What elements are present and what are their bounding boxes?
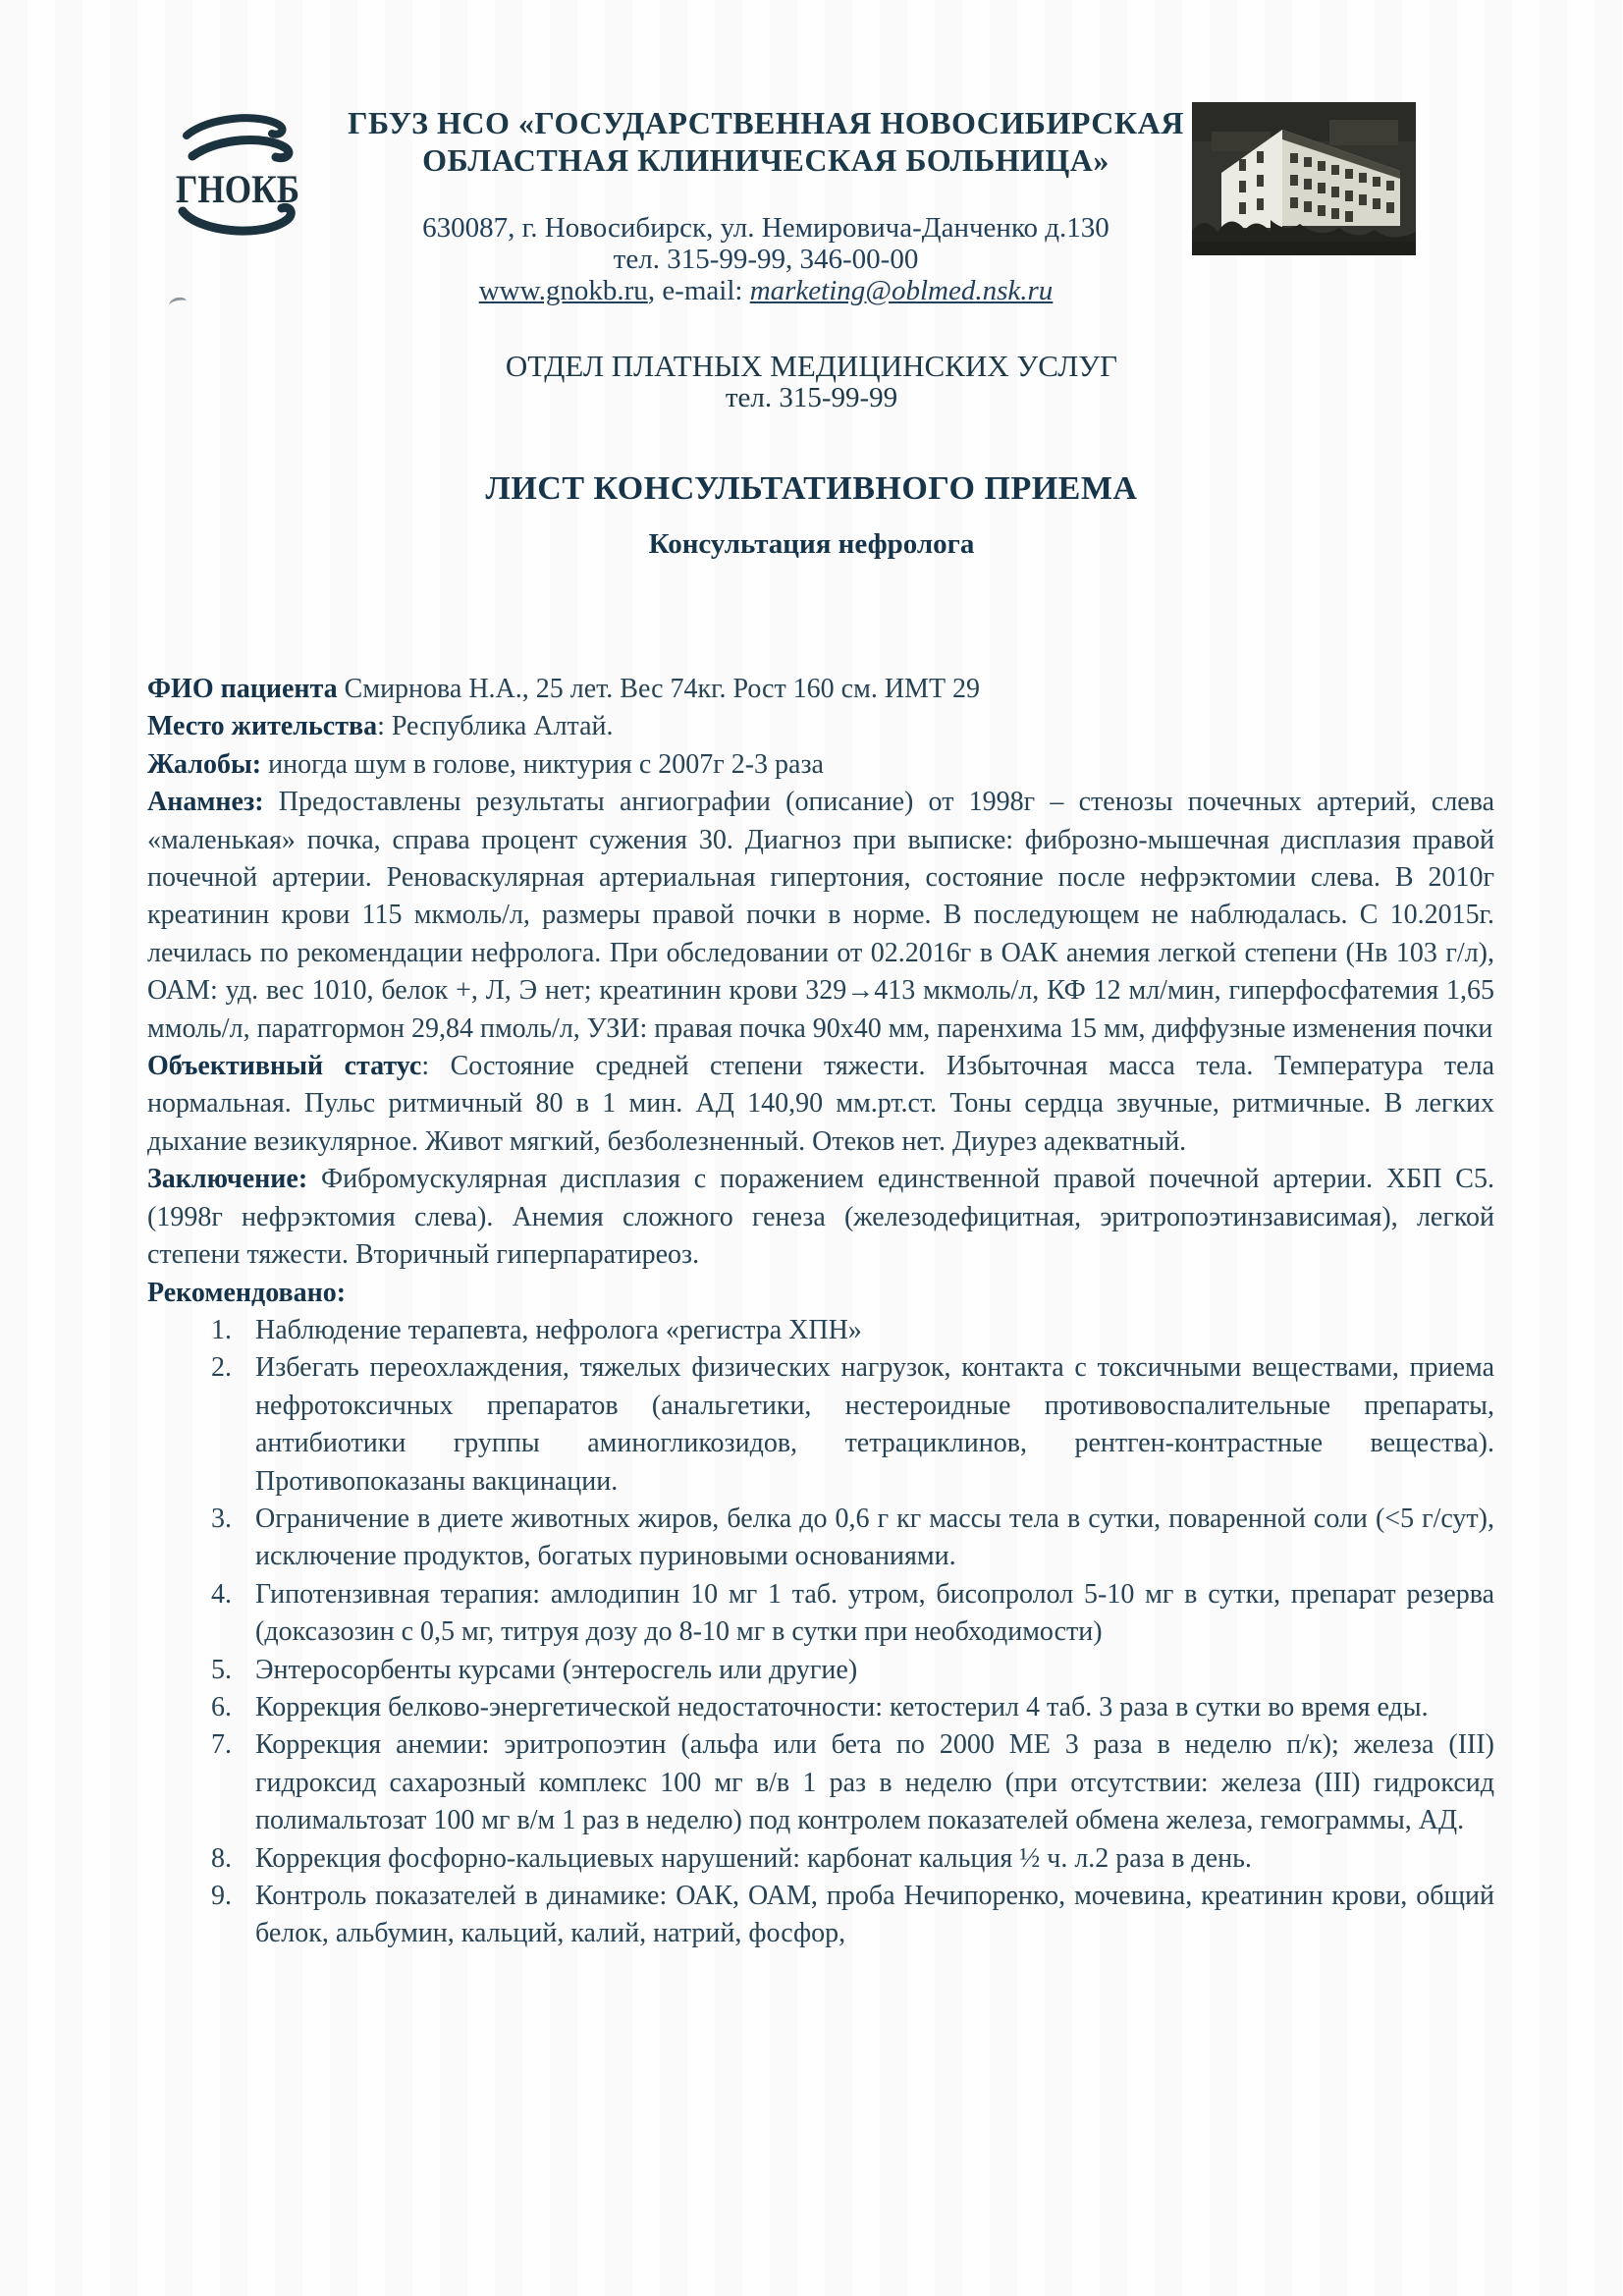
org-email: marketing@oblmed.nsk.ru [749,275,1054,306]
field-label: Заключение: [147,1164,308,1195]
recommendation-item [147,1349,1494,1501]
org-phones: тел. 315-99-99, 346-00-00 [613,244,919,275]
scan-artifact [168,297,187,310]
hospital-photo [1192,102,1416,255]
org-address: 630087, г. Новосибирск, ул. Немировича-Данченко д.130 [422,212,1109,244]
item-text: Ограничение в диете животных жиров, белка до 0,6 г кг массы тела в сутки, поваренной соли (<5 г/сут), исключение продуктов, богатых пуриновыми основаниями. [255,1503,1494,1572]
item-text: Контроль показателей в динамике: ОАК, ОАМ, проба Нечипоренко, мочевина, креатинин крови, общий белок, альбумин, кальций, калий, натрий, фосфор, [255,1881,1494,1949]
document-title: ЛИСТ КОНСУЛЬТАТИВНОГО ПРИЕМА [485,470,1138,507]
recommendation-item [147,1840,1494,1878]
field-label: Жалобы: [147,748,262,780]
org-name [314,104,1217,179]
field-label: Объективный статус [147,1051,422,1082]
field-label: ФИО пациента [147,674,338,704]
item-number: 3. [211,1503,232,1534]
field-patient-name [147,671,1494,708]
item-number: 1. [211,1314,232,1345]
field-anamnesis [147,784,1494,1048]
item-number: 8. [211,1842,232,1874]
item-text: Наблюдение терапевта, нефролога «регистра ХПН» [255,1314,862,1345]
field-label: Анамнез: [147,787,264,818]
item-text: Коррекция белково-энергетической недостаточности: кетостерил 4 таб. 3 раза в сутки во время еды. [255,1691,1429,1722]
logo-text: ГНОКБ [176,167,299,211]
org-contacts [314,212,1217,306]
department-block [0,351,1623,413]
recommendations-label: Рекомендовано: [147,1277,347,1308]
recommendation-item [147,1878,1494,1953]
item-text: Коррекция анемии: эритропоэтин (альфа или бета по 2000 МЕ 3 раза в неделю п/к); железа (III) гидроксид сахарозный комплекс 100 мг в/в 1 раз в неделю (при отсутствии: железа (III) гидроксид полимальтозат 100 мг в/м 1 раз в неделю) под контролем показателей обмена железа, гемограммы, АД. [255,1729,1494,1836]
item-text: Гипотензивная терапия: амлодипин 10 мг 1 таб. утром, бисопролол 5-10 мг в сутки, препарат резерва (доксазозин с 0,5 мг, титруя дозу до 8-10 мг в сутки при необходимости) [255,1578,1494,1648]
item-number: 9. [211,1881,232,1911]
field-objective-status [147,1048,1494,1161]
org-web-line [314,275,1217,306]
document-body [147,671,1494,1953]
recommendation-item [147,1501,1494,1576]
field-value: Смирнова Н.А., 25 лет. Вес 74кг. Рост 160 см. ИМТ 29 [337,674,981,704]
org-name-line1: ГБУЗ НСО «ГОСУДАРСТВЕННАЯ НОВОСИБИРСКАЯ [348,105,1184,140]
field-complaints [147,746,1494,784]
field-label: Место жительства [147,711,378,742]
field-value: Фибромускулярная дисплазия с поражением единственной правой почечной артерии. ХБП С5. (1998г нефрэктомия слева). Анемия сложного генеза (железодефицитная, эритропоэтинзависимая), легкой степени тяжести. Вторичный гиперпаратиреоз. [147,1164,1494,1271]
recommendation-item [147,1689,1494,1726]
item-number: 7. [211,1729,232,1761]
field-value: иногда шум в голове, никтурия с 2007г 2-3 раза [261,748,824,780]
org-website: www.gnokb.ru [478,275,648,306]
field-value: : Состояние средней степени тяжести. Избыточная масса тела. Температура тела нормальная. Пульс ритмичный 80 в 1 мин. АД 140,90 мм.рт.ст. Тоны сердца звучные, ритмичные. В легких дыхание везикулярное. Живот мягкий, безболезненный. Отеков нет. Диурез адекватный. [147,1051,1494,1157]
document-subtitle: Консультация нефролога [648,528,975,560]
item-text: Избегать переохлаждения, тяжелых физических нагрузок, контакта с токсичными веществами, приема нефротоксичных препаратов (анальгетики, нестероидные противовоспалительные препараты, антибиотики группы аминогликозидов, тетрациклинов, рентген-контрастные вещества). Противопоказаны вакцинации. [255,1352,1494,1497]
item-number: 2. [211,1352,232,1384]
department-title: ОТДЕЛ ПЛАТНЫХ МЕДИЦИНСКИХ УСЛУГ [505,349,1118,383]
department-phone: тел. 315-99-99 [725,382,898,413]
item-text: Энтеросорбенты курсами (энтеросгель или другие) [255,1654,858,1685]
field-residence [147,708,1494,745]
item-text: Коррекция фосфорно-кальциевых нарушений: карбонат кальция ½ ч. л.2 раза в день. [255,1842,1252,1874]
hospital-logo [169,110,306,238]
recommendation-item [147,1576,1494,1652]
field-conclusion [147,1161,1494,1274]
cup-logo-icon [169,110,306,238]
recommendation-item [147,1652,1494,1689]
field-value: Предоставлены результаты ангиографии (описание) от 1998г – стенозы почечных артерий, слева «маленькая» почка, справа процент сужения 30. Диагноз при выписке: фиброзно-мышечная дисплазия правой почечной артерии. Реноваскулярная артериальная гипертония, состояние после нефрэктомии слева. В 2010г креатинин крови 115 мкмоль/л, размеры правой почки в норме. В последующем не наблюдалась. С 10.2015г. лечилась по рекомендации нефролога. При обследовании от 02.2016г в ОАК анемия легкой степени (Нв 103 г/л), ОАМ: уд. вес 1010, белок +, Л, Э нет; креатинин крови 329→413 мкмоль/л, КФ 12 мл/мин, гиперфосфатемия 1,65 ммоль/л, паратгормон 29,84 пмоль/л, УЗИ: правая почка 90х40 мм, паренхима 15 мм, диффузные изменения почки [147,787,1494,1044]
recommendation-item [147,1726,1494,1839]
item-number: 4. [211,1578,232,1610]
email-separator: , e-mail: [647,275,750,306]
recommendation-item [147,1312,1494,1349]
building-photo-icon [1192,102,1416,255]
item-number: 6. [211,1691,232,1722]
org-name-line2: ОБЛАСТНАЯ КЛИНИЧЕСКАЯ БОЛЬНИЦА» [422,142,1109,178]
field-value: : Республика Алтай. [377,711,614,742]
item-number: 5. [211,1654,232,1685]
